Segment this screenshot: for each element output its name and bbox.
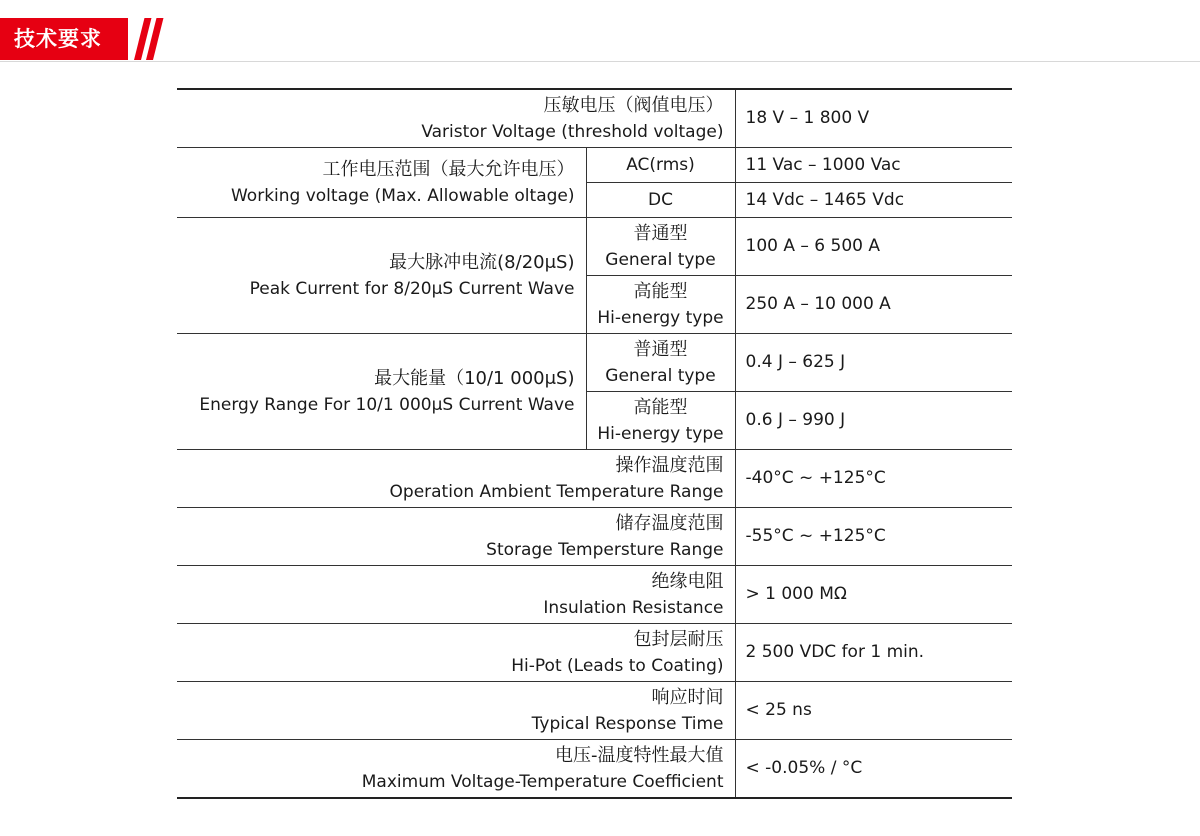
section-header (0, 0, 1200, 62)
table-row (177, 450, 1012, 508)
table-row (177, 218, 1012, 276)
spec-sublabel-hi-energy-type: 高能型 Hi-energy type (586, 392, 735, 450)
spec-sublabel-hi-energy-type: 高能型 Hi-energy type (586, 276, 735, 334)
spec-value-storage-temperature: -55°C ~ +125°C (735, 508, 1012, 566)
table-row (177, 508, 1012, 566)
spec-value-response-time: < 25 ns (735, 682, 1012, 740)
spec-label-working-voltage: 工作电压范围（最大允许电压） Working voltage (Max. Allowable oltage) (177, 148, 586, 218)
spec-label-peak-current: 最大脉冲电流(8/20μS) Peak Current for 8/20μS Current Wave (177, 218, 586, 334)
spec-label-energy-range: 最大能量（10/1 000μS) Energy Range For 10/1 000μS Current Wave (177, 334, 586, 450)
spec-table (177, 88, 1012, 799)
spec-label-storage-temperature: 储存温度范围 Storage Tempersture Range (177, 508, 735, 566)
spec-value-peak-current-general: 100 A – 6 500 A (735, 218, 1012, 276)
table-row (177, 89, 1012, 148)
spec-value-hipot: 2 500 VDC for 1 min. (735, 624, 1012, 682)
spec-value-energy-general: 0.4 J – 625 J (735, 334, 1012, 392)
spec-label-varistor-voltage: 压敏电压（阀值电压） Varistor Voltage (threshold voltage) (177, 89, 735, 148)
header-divider (0, 61, 1200, 62)
spec-label-temperature-coefficient: 电压-温度特性最大值 Maximum Voltage-Temperature Coefficient (177, 740, 735, 799)
table-row (177, 334, 1012, 392)
spec-sublabel-ac: AC(rms) (586, 148, 735, 183)
spec-label-insulation-resistance: 绝缘电阻 Insulation Resistance (177, 566, 735, 624)
table-row (177, 740, 1012, 799)
header-title: 技术要求 (14, 27, 102, 51)
table-row (177, 566, 1012, 624)
spec-label-hipot: 包封层耐压 Hi-Pot (Leads to Coating) (177, 624, 735, 682)
table-row (177, 148, 1012, 183)
spec-label-operation-temperature: 操作温度范围 Operation Ambient Temperature Range (177, 450, 735, 508)
spec-value-dc: 14 Vdc – 1465 Vdc (735, 183, 1012, 218)
spec-value-temperature-coefficient: < -0.05% / °C (735, 740, 1012, 799)
spec-value-peak-current-hi: 250 A – 10 000 A (735, 276, 1012, 334)
table-row (177, 624, 1012, 682)
spec-sublabel-general-type: 普通型 General type (586, 218, 735, 276)
spec-value-ac: 11 Vac – 1000 Vac (735, 148, 1012, 183)
spec-sublabel-general-type: 普通型 General type (586, 334, 735, 392)
spec-sublabel-dc: DC (586, 183, 735, 218)
table-row (177, 682, 1012, 740)
spec-label-response-time: 响应时间 Typical Response Time (177, 682, 735, 740)
spec-value-operation-temperature: -40°C ~ +125°C (735, 450, 1012, 508)
spec-value-energy-hi: 0.6 J – 990 J (735, 392, 1012, 450)
spec-value-insulation-resistance: > 1 000 MΩ (735, 566, 1012, 624)
spec-value-varistor-voltage: 18 V – 1 800 V (735, 89, 1012, 148)
